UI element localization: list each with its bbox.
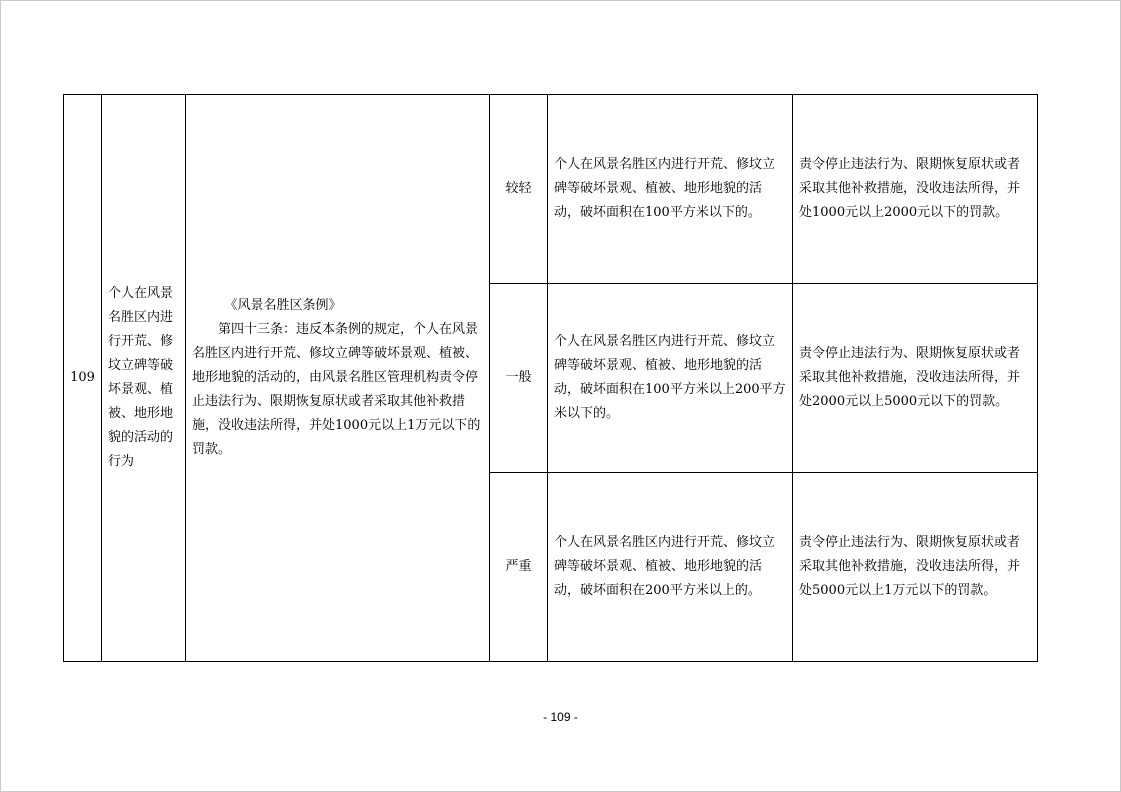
law-article: 第四十三条：违反本条例的规定，个人在风景名胜区内进行开荒、修坟立碑等破坏景观、植被、地形地貌的活动的，由风景名胜区管理机构责令停止违法行为、限期恢复原状或者采取其他补救措施，没收违法所得，并处1000元以上1万元以下的罚款。 [192, 322, 481, 457]
condition-text: 个人在风景名胜区内进行开荒、修坟立碑等破坏景观、植被、地形地貌的活动，破坏面积在100平方米以上200平方米以下的。 [554, 334, 786, 421]
level-cell [490, 95, 548, 284]
condition-cell [548, 95, 793, 284]
row-number-cell [64, 95, 102, 662]
penalty-text: 责令停止违法行为、限期恢复原状或者采取其他补救措施，没收违法所得，并处5000元以上1万元以下的罚款。 [799, 535, 1021, 598]
penalty-text: 责令停止违法行为、限期恢复原状或者采取其他补救措施，没收违法所得，并处2000元以上5000元以下的罚款。 [799, 346, 1021, 409]
legal-basis-cell [186, 95, 490, 662]
penalty-cell [793, 284, 1038, 473]
penalty-cell [793, 473, 1038, 662]
condition-text: 个人在风景名胜区内进行开荒、修坟立碑等破坏景观、植被、地形地貌的活动，破坏面积在100平方米以下的。 [554, 157, 776, 220]
penalty-cell [793, 95, 1038, 284]
law-title: 《风景名胜区条例》 [224, 298, 342, 313]
table-row [64, 95, 1038, 284]
condition-cell [548, 284, 793, 473]
row-number: 109 [70, 370, 95, 385]
level-label: 一般 [505, 370, 532, 385]
condition-cell [548, 473, 793, 662]
page-number: - 109 - [543, 710, 578, 724]
penalty-text: 责令停止违法行为、限期恢复原状或者采取其他补救措施，没收违法所得，并处1000元以上2000元以下的罚款。 [799, 157, 1021, 220]
discretion-table [63, 94, 1038, 662]
illegal-act-cell [102, 95, 186, 662]
level-label: 较轻 [505, 181, 532, 196]
level-cell [490, 284, 548, 473]
condition-text: 个人在风景名胜区内进行开荒、修坟立碑等破坏景观、植被、地形地貌的活动，破坏面积在200平方米以上的。 [554, 535, 776, 598]
level-cell [490, 473, 548, 662]
illegal-act-text: 个人在风景名胜区内进行开荒、修坟立碑等破坏景观、植被、地形地貌的活动的行为 [108, 286, 174, 469]
level-label: 严重 [505, 559, 532, 574]
